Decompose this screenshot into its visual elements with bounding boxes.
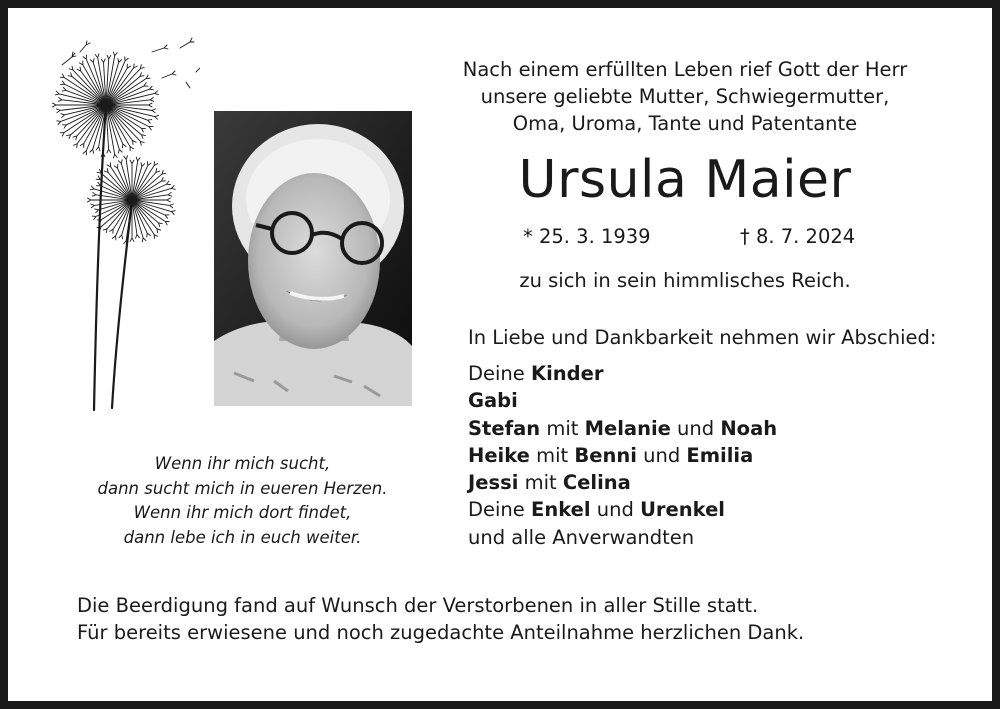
- intro-line: unsere geliebte Mutter, Schwiegermutter,: [480, 85, 890, 108]
- family-name: Noah: [720, 416, 778, 440]
- family-name: Kinder: [531, 362, 604, 385]
- intro-line: Oma, Uroma, Tante und Patentante: [512, 112, 858, 135]
- intro-line: Nach einem erfüllten Leben rief Gott der Herr: [462, 58, 908, 81]
- family-line: [468, 387, 777, 414]
- family-text: und: [590, 498, 641, 522]
- family-name: Melanie: [584, 416, 671, 440]
- dandelion-icon: [40, 30, 200, 420]
- family-text: Deine: [468, 498, 531, 522]
- poem-line: dann lebe ich in euch weiter.: [123, 527, 362, 547]
- poem: [40, 452, 445, 550]
- family-name: Emilia: [686, 443, 754, 467]
- family-line: [468, 415, 777, 442]
- poem-line: Wenn ihr mich sucht,: [154, 454, 331, 473]
- closing-line: Die Beerdigung fand auf Wunsch der Verstorbenen in aller Stille statt.: [77, 594, 759, 617]
- family-name: Gabi: [468, 389, 518, 413]
- family-name: Heike: [468, 443, 530, 467]
- poem-line: dann sucht mich in eueren Herzen.: [97, 478, 388, 498]
- family-text: und: [670, 416, 721, 440]
- family-name: Stefan: [468, 416, 541, 440]
- family-line: [468, 469, 777, 496]
- birth-date: * 25. 3. 1939: [523, 225, 651, 248]
- deceased-name: Ursula Maier: [518, 150, 852, 210]
- closing-text: [77, 592, 804, 646]
- family-text: und alle Anverwandten: [468, 525, 695, 549]
- closing-line: Für bereits erwiesene und noch zugedachte Anteilnahme herzlichen Dank.: [77, 621, 805, 644]
- family-line: [468, 524, 777, 551]
- family-name: Benni: [574, 443, 637, 467]
- portrait-photo: [214, 111, 412, 406]
- family-text: mit: [518, 471, 563, 495]
- family-text: mit: [529, 443, 575, 467]
- farewell-line: In Liebe und Dankbarkeit nehmen wir Abschied:: [468, 326, 937, 349]
- family-line: [468, 442, 777, 469]
- family-name: Urenkel: [640, 498, 725, 522]
- family-line: [468, 360, 777, 387]
- family-text: und: [636, 443, 687, 467]
- death-date: † 8. 7. 2024: [740, 225, 856, 248]
- family-list: [468, 360, 777, 551]
- poem-line: Wenn ihr mich dort findet,: [133, 503, 352, 522]
- family-name: Enkel: [531, 498, 591, 522]
- intro-text: [450, 56, 920, 137]
- family-line: [468, 496, 777, 523]
- family-name: Celina: [562, 471, 631, 495]
- family-text: Deine: [468, 362, 531, 385]
- family-text: mit: [540, 416, 585, 440]
- heaven-line: zu sich in sein himmlisches Reich.: [519, 269, 851, 292]
- family-name: Jessi: [468, 471, 519, 495]
